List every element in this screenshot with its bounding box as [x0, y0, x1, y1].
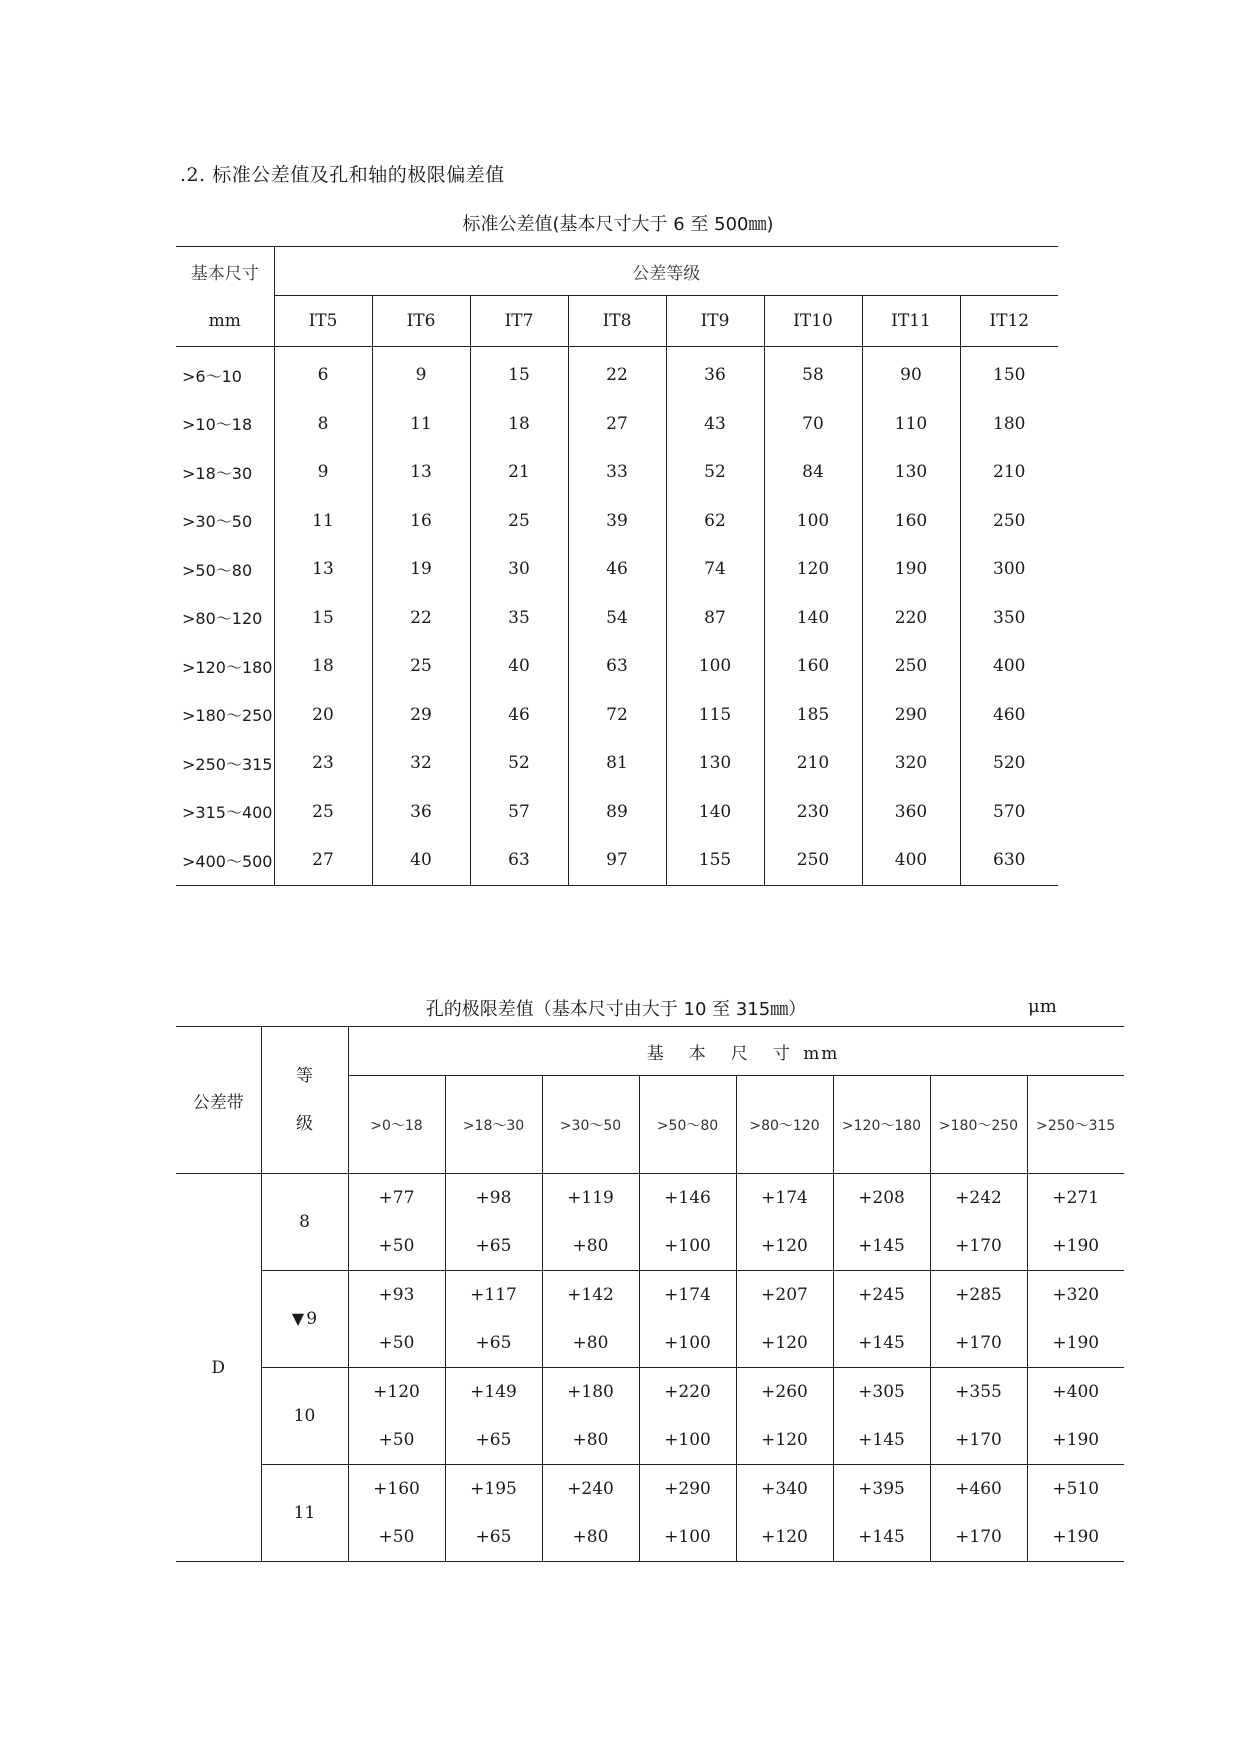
upper-deviation-cell: +117 [445, 1271, 542, 1320]
table1-caption: 标准公差值(基本尺寸大于 6 至 500㎜) [462, 214, 774, 235]
grade-value: 9 [306, 1309, 318, 1329]
tolerance-value-cell: 54 [568, 594, 666, 643]
tolerance-value-cell: 250 [764, 836, 862, 885]
tolerance-value-cell: 150 [960, 347, 1058, 400]
size-range-header: >180～250 [930, 1076, 1027, 1174]
hole-deviation-table [176, 1026, 1124, 1562]
tolerance-value-cell: 210 [764, 739, 862, 788]
lower-deviation-cell: +170 [930, 1416, 1027, 1465]
tolerance-value-cell: 400 [960, 642, 1058, 691]
size-group-char: 本 [688, 1043, 706, 1064]
tolerance-value-cell: 115 [666, 691, 764, 740]
upper-deviation-cell: +174 [736, 1174, 833, 1223]
lower-deviation-cell: +190 [1027, 1416, 1124, 1465]
grade-header-cell: IT11 [862, 296, 960, 347]
lower-deviation-cell: +145 [833, 1319, 930, 1368]
lower-deviation-cell: +120 [736, 1513, 833, 1562]
tolerance-value-cell: 40 [470, 642, 568, 691]
tolerance-value-cell: 81 [568, 739, 666, 788]
tolerance-value-cell: 13 [372, 448, 470, 497]
lower-deviation-cell: +65 [445, 1513, 542, 1562]
tolerance-value-cell: 350 [960, 594, 1058, 643]
lower-deviation-cell: +100 [639, 1319, 736, 1368]
tolerance-value-cell: 52 [470, 739, 568, 788]
grade-cell [261, 1174, 348, 1271]
tolerance-value-cell: 11 [274, 497, 372, 546]
upper-deviation-cell: +510 [1027, 1465, 1124, 1514]
table-row [176, 1368, 1124, 1417]
upper-deviation-cell: +142 [542, 1271, 639, 1320]
size-range-cell: >400～500 [182, 851, 273, 871]
grade-value: 10 [293, 1406, 316, 1426]
tolerance-value-cell: 19 [372, 545, 470, 594]
tolerance-value-cell: 25 [274, 788, 372, 837]
tolerance-value-cell: 32 [372, 739, 470, 788]
size-range-cell: >10～18 [182, 415, 253, 435]
standard-tolerance-table [176, 246, 1058, 886]
upper-deviation-cell: +245 [833, 1271, 930, 1320]
upper-deviation-cell: +242 [930, 1174, 1027, 1223]
table-row [176, 545, 1058, 594]
table-row [176, 347, 1058, 400]
size-range-cell: >30～50 [182, 512, 253, 532]
grade-header-cell: IT5 [274, 296, 372, 347]
tolerance-value-cell: 43 [666, 400, 764, 449]
tolerance-value-cell: 520 [960, 739, 1058, 788]
grade-header-cell: IT7 [470, 296, 568, 347]
tolerance-value-cell: 250 [862, 642, 960, 691]
lower-deviation-cell: +100 [639, 1513, 736, 1562]
size-range-header: >50～80 [639, 1076, 736, 1174]
tolerance-value-cell: 16 [372, 497, 470, 546]
grade-value: 11 [293, 1503, 316, 1523]
upper-deviation-cell: +460 [930, 1465, 1027, 1514]
tolerance-band-header: 公差带 [176, 1027, 261, 1174]
tolerance-value-cell: 160 [862, 497, 960, 546]
tolerance-value-cell: 185 [764, 691, 862, 740]
tolerance-value-cell: 33 [568, 448, 666, 497]
tolerance-value-cell: 25 [372, 642, 470, 691]
tolerance-value-cell: 97 [568, 836, 666, 885]
lower-deviation-cell: +80 [542, 1513, 639, 1562]
table-row [176, 1271, 1124, 1320]
upper-deviation-cell: +340 [736, 1465, 833, 1514]
upper-deviation-cell: +98 [445, 1174, 542, 1223]
lower-deviation-cell: +65 [445, 1222, 542, 1271]
upper-deviation-cell: +93 [348, 1271, 445, 1320]
size-range-cell: >250～315 [182, 754, 273, 774]
upper-deviation-cell: +195 [445, 1465, 542, 1514]
grade-header [261, 1027, 348, 1174]
section-heading: .2. 标准公差值及孔和轴的极限偏差值 [180, 164, 505, 186]
grade-header-cell: IT10 [764, 296, 862, 347]
table-row [176, 642, 1058, 691]
lower-deviation-cell: +100 [639, 1416, 736, 1465]
lower-deviation-cell: +145 [833, 1513, 930, 1562]
lower-deviation-cell: +145 [833, 1416, 930, 1465]
grade-header-cell: IT6 [372, 296, 470, 347]
table-row [176, 594, 1058, 643]
lower-deviation-cell: +170 [930, 1222, 1027, 1271]
tolerance-value-cell: 39 [568, 497, 666, 546]
lower-deviation-cell: +80 [542, 1416, 639, 1465]
lower-deviation-cell: +50 [348, 1513, 445, 1562]
grade-cell [261, 1271, 348, 1368]
unit-label: μm [1028, 996, 1057, 1017]
upper-deviation-cell: +305 [833, 1368, 930, 1417]
lower-deviation-cell: +100 [639, 1222, 736, 1271]
upper-deviation-cell: +119 [542, 1174, 639, 1223]
tolerance-value-cell: 52 [666, 448, 764, 497]
size-unit-header: mm [176, 296, 274, 347]
size-header: 基本尺寸 [190, 263, 259, 284]
tolerance-value-cell: 35 [470, 594, 568, 643]
tolerance-value-cell: 63 [470, 836, 568, 885]
tolerance-value-cell: 18 [274, 642, 372, 691]
tolerance-value-cell: 140 [666, 788, 764, 837]
tolerance-value-cell: 23 [274, 739, 372, 788]
tolerance-value-cell: 300 [960, 545, 1058, 594]
lower-deviation-cell: +65 [445, 1416, 542, 1465]
tolerance-value-cell: 36 [666, 347, 764, 400]
table-row [176, 1465, 1124, 1514]
tolerance-value-cell: 63 [568, 642, 666, 691]
size-range-cell: >6～10 [182, 366, 242, 386]
size-range-cell: >80～120 [182, 609, 263, 629]
tolerance-band-cell: D [211, 1357, 226, 1378]
tolerance-value-cell: 46 [470, 691, 568, 740]
tolerance-value-cell: 180 [960, 400, 1058, 449]
grade-cell [261, 1465, 348, 1562]
lower-deviation-cell: +65 [445, 1319, 542, 1368]
tolerance-value-cell: 630 [960, 836, 1058, 885]
size-range-header: >0～18 [348, 1076, 445, 1174]
tolerance-value-cell: 90 [862, 347, 960, 400]
upper-deviation-cell: +146 [639, 1174, 736, 1223]
upper-deviation-cell: +290 [639, 1465, 736, 1514]
tolerance-value-cell: 36 [372, 788, 470, 837]
tolerance-value-cell: 22 [372, 594, 470, 643]
recommended-marker-icon: ▼ [291, 1309, 305, 1328]
lower-deviation-cell: +190 [1027, 1513, 1124, 1562]
upper-deviation-cell: +260 [736, 1368, 833, 1417]
tolerance-value-cell: 72 [568, 691, 666, 740]
lower-deviation-cell: +120 [736, 1416, 833, 1465]
upper-deviation-cell: +208 [833, 1174, 930, 1223]
table-row [176, 788, 1058, 837]
tolerance-value-cell: 62 [666, 497, 764, 546]
tolerance-value-cell: 140 [764, 594, 862, 643]
table-row [176, 691, 1058, 740]
tolerance-value-cell: 160 [764, 642, 862, 691]
tolerance-value-cell: 360 [862, 788, 960, 837]
upper-deviation-cell: +149 [445, 1368, 542, 1417]
size-range-cell: >120～180 [182, 657, 273, 677]
tolerance-value-cell: 89 [568, 788, 666, 837]
lower-deviation-cell: +120 [736, 1222, 833, 1271]
size-range-header: >30～50 [542, 1076, 639, 1174]
size-group-char: 寸 [772, 1043, 790, 1064]
upper-deviation-cell: +320 [1027, 1271, 1124, 1320]
tolerance-value-cell: 22 [568, 347, 666, 400]
size-group-char: m [821, 1043, 838, 1064]
size-range-header: >18～30 [445, 1076, 542, 1174]
size-range-cell: >315～400 [182, 803, 273, 823]
grade-value: 8 [299, 1212, 310, 1232]
upper-deviation-cell: +285 [930, 1271, 1027, 1320]
lower-deviation-cell: +170 [930, 1513, 1027, 1562]
lower-deviation-cell: +120 [736, 1319, 833, 1368]
grade-header-cell: IT9 [666, 296, 764, 347]
upper-deviation-cell: +160 [348, 1465, 445, 1514]
tolerance-value-cell: 20 [274, 691, 372, 740]
upper-deviation-cell: +207 [736, 1271, 833, 1320]
table-row [176, 497, 1058, 546]
size-range-cell: >50～80 [182, 560, 253, 580]
upper-deviation-cell: +355 [930, 1368, 1027, 1417]
tolerance-value-cell: 57 [470, 788, 568, 837]
table-row [176, 739, 1058, 788]
upper-deviation-cell: +400 [1027, 1368, 1124, 1417]
size-range-cell: >18～30 [182, 463, 253, 483]
tolerance-value-cell: 46 [568, 545, 666, 594]
tolerance-value-cell: 130 [666, 739, 764, 788]
lower-deviation-cell: +145 [833, 1222, 930, 1271]
table-row [176, 1174, 1124, 1223]
tolerance-value-cell: 120 [764, 545, 862, 594]
tolerance-value-cell: 8 [274, 400, 372, 449]
lower-deviation-cell: +80 [542, 1222, 639, 1271]
upper-deviation-cell: +174 [639, 1271, 736, 1320]
tolerance-value-cell: 27 [274, 836, 372, 885]
size-group-char: m [803, 1043, 820, 1064]
tolerance-value-cell: 100 [764, 497, 862, 546]
tolerance-value-cell: 220 [862, 594, 960, 643]
lower-deviation-cell: +50 [348, 1222, 445, 1271]
tolerance-value-cell: 210 [960, 448, 1058, 497]
upper-deviation-cell: +220 [639, 1368, 736, 1417]
grade-group-header: 公差等级 [274, 247, 1058, 296]
grade-header-cell: IT8 [568, 296, 666, 347]
upper-deviation-cell: +271 [1027, 1174, 1124, 1223]
size-range-cell: >180～250 [182, 706, 273, 726]
tolerance-value-cell: 230 [764, 788, 862, 837]
tolerance-value-cell: 190 [862, 545, 960, 594]
tolerance-value-cell: 15 [274, 594, 372, 643]
table2-caption: 孔的极限差值（基本尺寸由大于 10 至 315㎜） [425, 999, 807, 1020]
lower-deviation-cell: +50 [348, 1319, 445, 1368]
tolerance-value-cell: 74 [666, 545, 764, 594]
size-range-header: >120～180 [833, 1076, 930, 1174]
tolerance-value-cell: 100 [666, 642, 764, 691]
tolerance-value-cell: 18 [470, 400, 568, 449]
lower-deviation-cell: +80 [542, 1319, 639, 1368]
tolerance-value-cell: 400 [862, 836, 960, 885]
lower-deviation-cell: +50 [348, 1416, 445, 1465]
size-range-header: >250～315 [1027, 1076, 1124, 1174]
grade-header-top: 等 [296, 1066, 313, 1086]
tolerance-value-cell: 87 [666, 594, 764, 643]
tolerance-value-cell: 40 [372, 836, 470, 885]
grade-cell [261, 1368, 348, 1465]
upper-deviation-cell: +77 [348, 1174, 445, 1223]
tolerance-value-cell: 27 [568, 400, 666, 449]
grade-header-cell: IT12 [960, 296, 1058, 347]
lower-deviation-cell: +190 [1027, 1319, 1124, 1368]
tolerance-value-cell: 70 [764, 400, 862, 449]
upper-deviation-cell: +240 [542, 1465, 639, 1514]
tolerance-value-cell: 30 [470, 545, 568, 594]
tolerance-value-cell: 250 [960, 497, 1058, 546]
grade-header-bottom: 级 [296, 1114, 313, 1134]
table-row [176, 836, 1058, 885]
tolerance-value-cell: 13 [274, 545, 372, 594]
size-group-char: 基 [646, 1043, 664, 1064]
tolerance-value-cell: 110 [862, 400, 960, 449]
size-group-char: 尺 [730, 1043, 748, 1064]
tolerance-value-cell: 460 [960, 691, 1058, 740]
tolerance-value-cell: 11 [372, 400, 470, 449]
size-group-header [348, 1027, 1124, 1076]
tolerance-value-cell: 9 [274, 448, 372, 497]
tolerance-value-cell: 6 [274, 347, 372, 400]
tolerance-value-cell: 155 [666, 836, 764, 885]
tolerance-value-cell: 570 [960, 788, 1058, 837]
tolerance-value-cell: 9 [372, 347, 470, 400]
tolerance-value-cell: 21 [470, 448, 568, 497]
upper-deviation-cell: +180 [542, 1368, 639, 1417]
lower-deviation-cell: +170 [930, 1319, 1027, 1368]
tolerance-value-cell: 58 [764, 347, 862, 400]
tolerance-value-cell: 290 [862, 691, 960, 740]
tolerance-value-cell: 25 [470, 497, 568, 546]
size-range-header: >80～120 [736, 1076, 833, 1174]
tolerance-value-cell: 320 [862, 739, 960, 788]
lower-deviation-cell: +190 [1027, 1222, 1124, 1271]
table-row [176, 400, 1058, 449]
upper-deviation-cell: +120 [348, 1368, 445, 1417]
tolerance-value-cell: 130 [862, 448, 960, 497]
upper-deviation-cell: +395 [833, 1465, 930, 1514]
table-row [176, 448, 1058, 497]
tolerance-value-cell: 84 [764, 448, 862, 497]
tolerance-value-cell: 15 [470, 347, 568, 400]
tolerance-value-cell: 29 [372, 691, 470, 740]
